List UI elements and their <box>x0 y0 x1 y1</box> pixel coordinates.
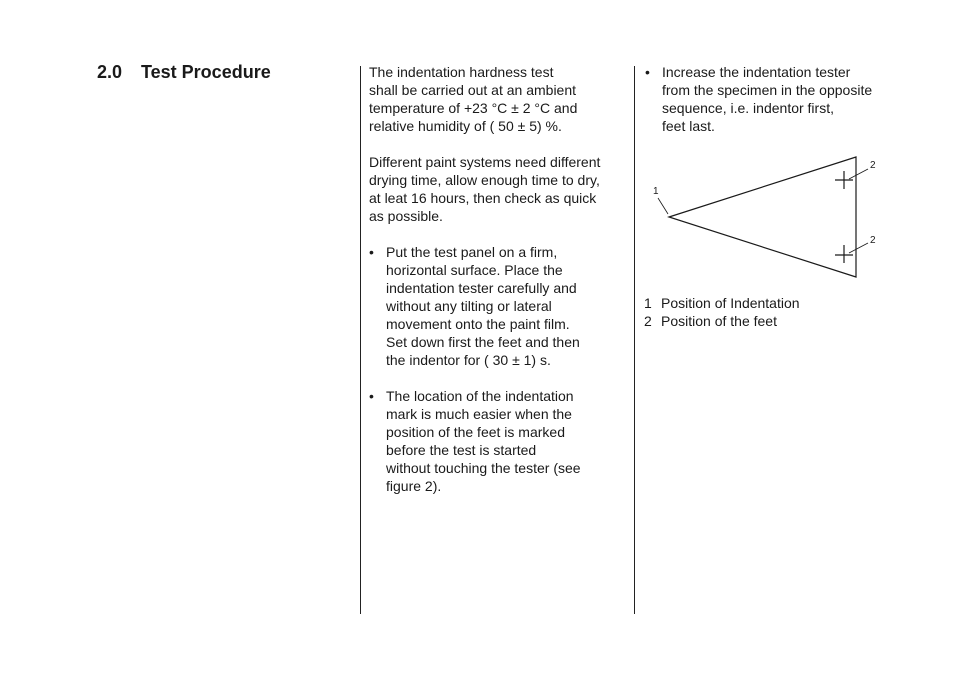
bullet-dot: • <box>369 388 374 404</box>
paragraph-drying-time <box>369 153 600 225</box>
text-line: at leat 16 hours, then check as quick <box>369 190 597 206</box>
tester-outline-triangle <box>669 157 856 277</box>
text-line: temperature of +23 °C ± 2 °C and <box>369 100 578 116</box>
text-line: The location of the indentation <box>386 388 574 404</box>
text-line: mark is much easier when the <box>386 406 572 422</box>
section-title <box>97 62 271 83</box>
text-line: before the test is started <box>386 442 537 458</box>
bullet-place-panel <box>369 243 600 369</box>
text-line: horizontal surface. Place the <box>386 262 563 278</box>
legend-row-indentation <box>644 294 800 312</box>
text-line: drying time, allow enough time to dry, <box>369 172 600 188</box>
figure-legend <box>644 294 800 330</box>
text-line: shall be carried out at an ambient <box>369 82 577 98</box>
indentation-figure <box>644 152 884 282</box>
bullet-remove-tester <box>645 63 872 135</box>
text-line: Put the test panel on a firm, <box>386 244 558 260</box>
figure-label-feet-bottom: 2 <box>870 235 876 246</box>
leader-line-indentation <box>658 198 668 214</box>
text-line: feet last. <box>662 118 715 134</box>
legend-row-feet <box>644 312 800 330</box>
text-line: The indentation hardness test <box>369 64 554 80</box>
text-line: without touching the tester (see <box>386 460 581 476</box>
text-line: Increase the indentation tester <box>662 64 851 80</box>
text-line: relative humidity of ( 50 ± 5) %. <box>369 118 562 134</box>
text-line: Set down first the feet and then <box>386 334 580 350</box>
legend-number: 1 <box>644 295 652 311</box>
figure-label-indentation: 1 <box>653 186 659 197</box>
procedure-column-1 <box>369 63 600 495</box>
text-line: figure 2). <box>386 478 442 494</box>
text-line: sequence, i.e. indentor first, <box>662 100 834 116</box>
section-title-text: Test Procedure <box>141 62 271 82</box>
text-line: indentation tester carefully and <box>386 280 577 296</box>
legend-number: 2 <box>644 313 652 329</box>
bullet-dot: • <box>645 64 650 80</box>
paragraph-ambient-conditions <box>369 63 600 135</box>
column-divider-left <box>360 66 361 614</box>
text-line: the indentor for ( 30 ± 1) s. <box>386 352 551 368</box>
legend-text: Position of the feet <box>661 313 777 329</box>
text-line: without any tilting or lateral <box>386 298 552 314</box>
legend-text: Position of Indentation <box>661 295 800 311</box>
figure-label-feet-top: 2 <box>870 160 876 171</box>
procedure-column-2 <box>645 63 872 135</box>
column-divider-right <box>634 66 635 614</box>
text-line: from the specimen in the opposite <box>662 82 873 98</box>
text-line: Different paint systems need different <box>369 154 601 170</box>
bullet-mark-feet <box>369 387 600 495</box>
text-line: position of the feet is marked <box>386 424 565 440</box>
leader-line-feet-bottom <box>849 243 868 253</box>
text-line: movement onto the paint film. <box>386 316 570 332</box>
text-line: as possible. <box>369 208 443 224</box>
bullet-dot: • <box>369 244 374 260</box>
leader-line-feet-top <box>849 169 868 179</box>
section-number: 2.0 <box>97 62 123 82</box>
